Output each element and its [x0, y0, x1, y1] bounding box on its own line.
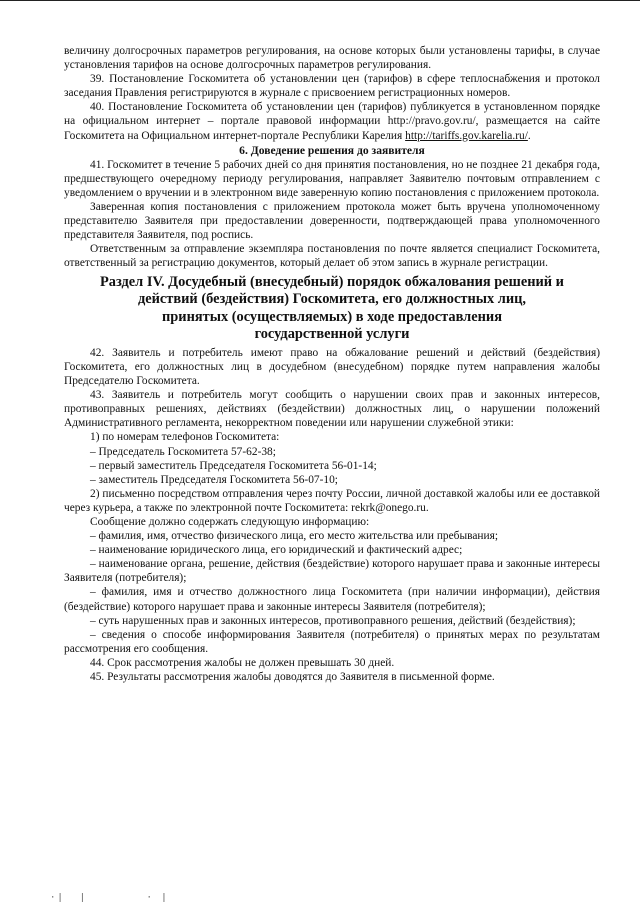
paragraph-42: 42. Заявитель и потребитель имеют право на обжалование решений и действий (бездействия) Госкомитета, его должностных лиц в досудебном (внесудебном) порядке путем направления жалобы Председателю Госкомитета. — [64, 346, 600, 388]
paragraph-43: 43. Заявитель и потребитель могут сообщить о нарушении своих прав и законных интересов, противоправных решениях, действиях (бездействии) должностных лиц, о нарушении положений Административного регламента, некорректном поведении или нарушении служебной этики: — [64, 389, 600, 430]
section-iv-line-3: принятых (осуществляемых) в ходе предоставления — [161, 308, 503, 325]
paragraph-40-end: . — [527, 129, 531, 142]
paragraph-41-copy: Заверенная копия постановления с приложением протокола может быть вручена уполномоченному представителю Заявителя при предоставлении доверенности, подтверждающей права уполномоченного представителя Заявителя, под роспись. — [64, 201, 600, 242]
requirement-violated-rights: – суть нарушенных прав и законных интересов, противоправного решения, действий (бездействия); — [90, 614, 576, 627]
scan-artifacts: ·| | · | — [50, 893, 169, 903]
requirement-legal-entity: – наименование юридического лица, его юридический и фактический адрес; — [90, 544, 463, 557]
list-item-chairman-phone: – Председатель Госкомитета 57-62-38; — [90, 445, 276, 458]
paragraph-41-responsible: Ответственным за отправление экземпляра постановления по почте является специалист Госкомитета, ответственный за регистрацию документов, который делает об этом запись в журнале регистрации. — [64, 243, 600, 270]
paragraph-continuation: величину долгосрочных параметров регулирования, на основе которых были установлены тарифы, в случае установления тарифов на основе долгосрочных параметров регулирования. — [64, 45, 600, 72]
paragraph-45: 45. Результаты рассмотрения жалобы доводятся до Заявителя в письменной форме. — [90, 671, 495, 684]
list-item-deputy-phone: – заместитель Председателя Госкомитета 56-07-10; — [90, 473, 338, 486]
requirement-person: – фамилия, имя, отчество физического лица, его место жительства или пребывания; — [90, 530, 499, 543]
paragraph-39: 39. Постановление Госкомитета об установлении цен (тарифов) в сфере теплоснабжения и протокол заседания Правления регистрируются в журнале с присвоением регистрационных номеров. — [64, 73, 600, 100]
message-requirements: Сообщение должно содержать следующую информацию: — [90, 516, 370, 528]
list-item-phones: 1) по номерам телефонов Госкомитета: — [90, 431, 280, 444]
paragraph-41: 41. Госкомитет в течение 5 рабочих дней со дня принятия постановления, но не позднее 21 декабря года, предшествующего очередному периоду регулирования, направляет Заявителю почтовым отправлением с уведомлением о вручении и в электронном виде заверенную копию постановления с приложением протокола. — [64, 158, 600, 199]
list-item-written: 2) письменно посредством отправления через почту России, личной доставкой жалобы или ее доставкой через курьера, а также по электронной почте Госкомитета: rekrk@onego.ru. — [64, 487, 600, 514]
section-iv-line-2: действий (бездействия) Госкомитета, его должностных лиц, — [137, 291, 527, 308]
section-iv-line-4: государственной услуги — [254, 326, 410, 343]
paragraph-40-text: 40. Постановление Госкомитета об установлении цен (тарифов) публикуется в установленном порядке на официальном интернет – портале правовой информации http://pravo.gov.ru/, размещается на сайте Госкомитета на Официальном интернет-портале Республики Карелия — [64, 101, 600, 142]
scan-edge-line — [0, 0, 640, 7]
requirement-notification: – сведения о способе информирования Заявителя (потребителя) о принятых мерах по результатам рассмотрения его сообщения. — [64, 628, 600, 655]
document-page — [64, 44, 600, 684]
paragraph-40 — [64, 100, 600, 142]
tariffs-link[interactable]: http://tariffs.gov.karelia.ru/ — [405, 129, 528, 142]
section-iv-heading — [64, 274, 600, 344]
paragraph-44: 44. Срок рассмотрения жалобы не должен превышать 30 дней. — [90, 656, 395, 669]
subsection-heading-6: 6. Доведение решения до заявителя — [239, 143, 425, 157]
requirement-official: – фамилия, имя и отчество должностного лица Госкомитета (при наличии информации), действия (бездействие) которого нарушает права и законные интересы Заявителя (потребителя); — [64, 586, 600, 613]
section-iv-line-1: Раздел IV. Досудебный (внесудебный) порядок обжалования решений и — [100, 273, 564, 290]
list-item-first-deputy-phone: – первый заместитель Председателя Госкомитета 56-01-14; — [90, 459, 377, 472]
requirement-body: – наименование органа, решение, действия (бездействие) которого нарушает права и законные интересы Заявителя (потребителя); — [64, 558, 600, 585]
